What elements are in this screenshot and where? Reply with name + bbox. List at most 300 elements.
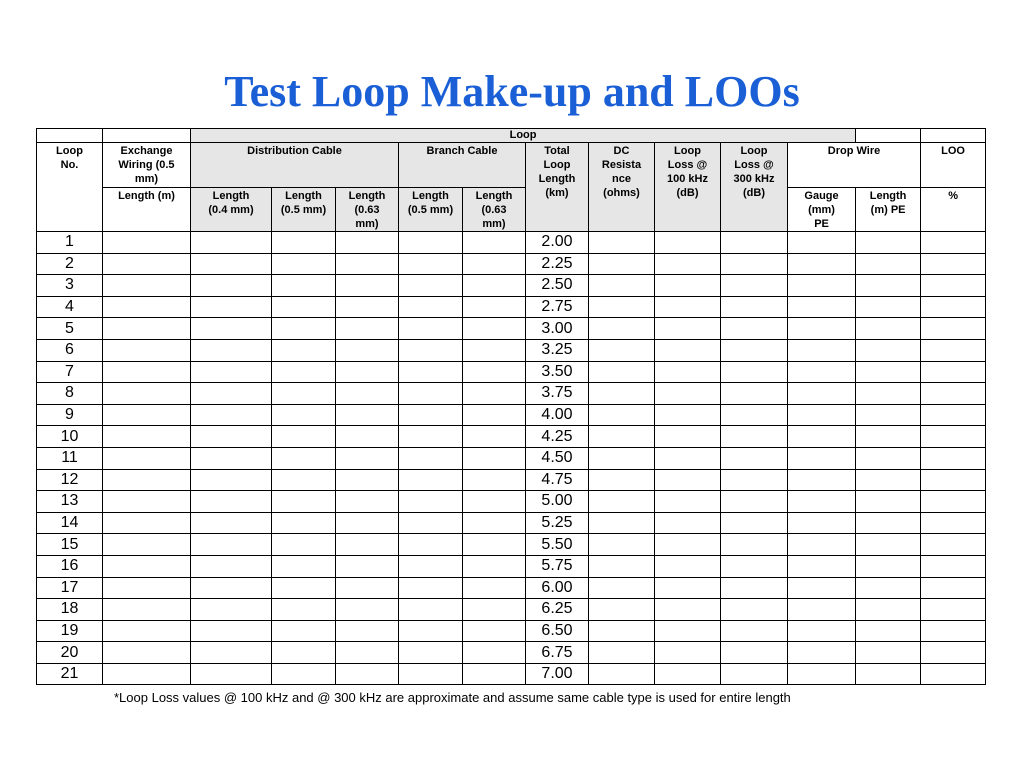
empty-cell bbox=[103, 296, 191, 318]
empty-cell bbox=[336, 469, 399, 491]
empty-cell bbox=[463, 620, 526, 642]
loop-no-cell: 16 bbox=[37, 555, 103, 577]
empty-cell bbox=[399, 491, 463, 513]
empty-cell bbox=[103, 642, 191, 664]
empty-cell bbox=[272, 663, 336, 685]
empty-cell bbox=[856, 339, 921, 361]
empty-cell bbox=[191, 663, 272, 685]
table-row bbox=[37, 663, 986, 685]
empty-cell bbox=[921, 275, 986, 297]
loop-no-cell: 1 bbox=[37, 232, 103, 254]
empty-cell bbox=[191, 339, 272, 361]
empty-cell bbox=[788, 577, 856, 599]
empty-cell bbox=[463, 275, 526, 297]
empty-cell bbox=[655, 512, 721, 534]
empty-cell bbox=[655, 339, 721, 361]
empty-cell bbox=[655, 620, 721, 642]
loop-no-cell: 15 bbox=[37, 534, 103, 556]
empty-cell bbox=[655, 642, 721, 664]
loop-no-cell: 3 bbox=[37, 275, 103, 297]
empty-cell bbox=[399, 404, 463, 426]
empty-cell bbox=[103, 253, 191, 275]
table-row bbox=[37, 620, 986, 642]
empty-cell bbox=[399, 383, 463, 405]
total-loop-length-cell: 6.50 bbox=[526, 620, 589, 642]
empty-cell bbox=[921, 232, 986, 254]
loop-no-cell: 5 bbox=[37, 318, 103, 340]
empty-cell bbox=[921, 383, 986, 405]
empty-cell bbox=[721, 253, 788, 275]
table-row bbox=[37, 232, 986, 254]
loop-no-cell: 13 bbox=[37, 491, 103, 513]
total-loop-length-cell: 4.75 bbox=[526, 469, 589, 491]
empty-cell bbox=[721, 361, 788, 383]
empty-cell bbox=[589, 253, 655, 275]
empty-cell bbox=[399, 642, 463, 664]
empty-cell bbox=[191, 404, 272, 426]
empty-cell bbox=[272, 318, 336, 340]
header-branch-length-05: Length (0.5 mm) bbox=[399, 188, 463, 232]
header-drop-length: Length (m) PE bbox=[856, 188, 921, 232]
empty-cell bbox=[655, 599, 721, 621]
empty-cell bbox=[921, 577, 986, 599]
empty-cell bbox=[463, 512, 526, 534]
empty-cell bbox=[463, 642, 526, 664]
empty-cell bbox=[463, 469, 526, 491]
empty-cell bbox=[655, 275, 721, 297]
empty-cell bbox=[655, 426, 721, 448]
empty-cell bbox=[399, 663, 463, 685]
header-total-loop-length: Total Loop Length (km) bbox=[526, 143, 589, 232]
empty-cell bbox=[463, 232, 526, 254]
empty-cell bbox=[336, 534, 399, 556]
empty-cell bbox=[463, 491, 526, 513]
empty-cell bbox=[272, 620, 336, 642]
header-blank-cell bbox=[103, 129, 191, 143]
empty-cell bbox=[856, 318, 921, 340]
empty-cell bbox=[721, 404, 788, 426]
empty-cell bbox=[272, 447, 336, 469]
empty-cell bbox=[856, 253, 921, 275]
empty-cell bbox=[399, 555, 463, 577]
empty-cell bbox=[463, 426, 526, 448]
empty-cell bbox=[921, 469, 986, 491]
loop-makeup-table bbox=[36, 128, 986, 685]
empty-cell bbox=[336, 404, 399, 426]
empty-cell bbox=[788, 404, 856, 426]
empty-cell bbox=[399, 232, 463, 254]
empty-cell bbox=[191, 318, 272, 340]
empty-cell bbox=[103, 404, 191, 426]
empty-cell bbox=[856, 512, 921, 534]
empty-cell bbox=[103, 491, 191, 513]
empty-cell bbox=[589, 577, 655, 599]
table-row bbox=[37, 253, 986, 275]
header-loss-300khz: Loop Loss @ 300 kHz (dB) bbox=[721, 143, 788, 232]
empty-cell bbox=[191, 620, 272, 642]
empty-cell bbox=[856, 426, 921, 448]
empty-cell bbox=[272, 555, 336, 577]
loop-no-cell: 6 bbox=[37, 339, 103, 361]
empty-cell bbox=[655, 447, 721, 469]
loop-no-cell: 9 bbox=[37, 404, 103, 426]
header-row-group bbox=[37, 129, 986, 143]
table-row bbox=[37, 296, 986, 318]
header-blank-cell bbox=[921, 129, 986, 143]
empty-cell bbox=[921, 404, 986, 426]
empty-cell bbox=[721, 555, 788, 577]
empty-cell bbox=[721, 339, 788, 361]
empty-cell bbox=[589, 296, 655, 318]
header-loss-100khz: Loop Loss @ 100 kHz (dB) bbox=[655, 143, 721, 232]
empty-cell bbox=[655, 318, 721, 340]
empty-cell bbox=[103, 599, 191, 621]
empty-cell bbox=[191, 253, 272, 275]
table-row bbox=[37, 339, 986, 361]
empty-cell bbox=[336, 620, 399, 642]
table-row bbox=[37, 383, 986, 405]
empty-cell bbox=[788, 447, 856, 469]
empty-cell bbox=[788, 426, 856, 448]
empty-cell bbox=[103, 469, 191, 491]
total-loop-length-cell: 6.25 bbox=[526, 599, 589, 621]
table-row bbox=[37, 404, 986, 426]
header-row-sub bbox=[37, 188, 986, 232]
empty-cell bbox=[336, 426, 399, 448]
empty-cell bbox=[856, 642, 921, 664]
header-loop-no: Loop No. bbox=[37, 143, 103, 232]
total-loop-length-cell: 7.00 bbox=[526, 663, 589, 685]
empty-cell bbox=[721, 296, 788, 318]
empty-cell bbox=[399, 447, 463, 469]
empty-cell bbox=[336, 599, 399, 621]
header-exchange-length: Length (m) bbox=[103, 188, 191, 232]
empty-cell bbox=[856, 232, 921, 254]
empty-cell bbox=[336, 491, 399, 513]
empty-cell bbox=[103, 534, 191, 556]
table-row bbox=[37, 491, 986, 513]
empty-cell bbox=[103, 339, 191, 361]
total-loop-length-cell: 6.00 bbox=[526, 577, 589, 599]
loop-no-cell: 4 bbox=[37, 296, 103, 318]
empty-cell bbox=[103, 577, 191, 599]
empty-cell bbox=[399, 534, 463, 556]
empty-cell bbox=[655, 296, 721, 318]
empty-cell bbox=[399, 275, 463, 297]
empty-cell bbox=[589, 491, 655, 513]
empty-cell bbox=[103, 620, 191, 642]
empty-cell bbox=[589, 555, 655, 577]
empty-cell bbox=[272, 232, 336, 254]
empty-cell bbox=[921, 318, 986, 340]
empty-cell bbox=[788, 642, 856, 664]
empty-cell bbox=[399, 361, 463, 383]
empty-cell bbox=[463, 447, 526, 469]
header-branch-cable: Branch Cable bbox=[399, 143, 526, 188]
loop-no-cell: 19 bbox=[37, 620, 103, 642]
empty-cell bbox=[589, 663, 655, 685]
empty-cell bbox=[191, 534, 272, 556]
empty-cell bbox=[272, 404, 336, 426]
empty-cell bbox=[399, 599, 463, 621]
empty-cell bbox=[191, 599, 272, 621]
empty-cell bbox=[721, 232, 788, 254]
empty-cell bbox=[788, 275, 856, 297]
empty-cell bbox=[336, 663, 399, 685]
empty-cell bbox=[856, 383, 921, 405]
empty-cell bbox=[103, 555, 191, 577]
loop-no-cell: 20 bbox=[37, 642, 103, 664]
empty-cell bbox=[721, 275, 788, 297]
empty-cell bbox=[463, 339, 526, 361]
empty-cell bbox=[655, 404, 721, 426]
empty-cell bbox=[788, 555, 856, 577]
empty-cell bbox=[191, 296, 272, 318]
empty-cell bbox=[399, 577, 463, 599]
table-row bbox=[37, 599, 986, 621]
empty-cell bbox=[103, 383, 191, 405]
empty-cell bbox=[721, 383, 788, 405]
total-loop-length-cell: 6.75 bbox=[526, 642, 589, 664]
empty-cell bbox=[272, 577, 336, 599]
header-blank-cell bbox=[856, 129, 921, 143]
header-dc-resistance: DC Resista nce (ohms) bbox=[589, 143, 655, 232]
empty-cell bbox=[788, 599, 856, 621]
empty-cell bbox=[336, 253, 399, 275]
table-row bbox=[37, 361, 986, 383]
empty-cell bbox=[856, 620, 921, 642]
empty-cell bbox=[856, 663, 921, 685]
empty-cell bbox=[788, 534, 856, 556]
empty-cell bbox=[788, 232, 856, 254]
empty-cell bbox=[589, 383, 655, 405]
header-loo: LOO bbox=[921, 143, 986, 188]
total-loop-length-cell: 3.50 bbox=[526, 361, 589, 383]
empty-cell bbox=[788, 663, 856, 685]
loop-no-cell: 12 bbox=[37, 469, 103, 491]
empty-cell bbox=[589, 339, 655, 361]
empty-cell bbox=[655, 663, 721, 685]
empty-cell bbox=[589, 318, 655, 340]
table-row bbox=[37, 469, 986, 491]
empty-cell bbox=[103, 232, 191, 254]
total-loop-length-cell: 3.00 bbox=[526, 318, 589, 340]
empty-cell bbox=[399, 339, 463, 361]
empty-cell bbox=[721, 642, 788, 664]
empty-cell bbox=[721, 318, 788, 340]
empty-cell bbox=[336, 275, 399, 297]
empty-cell bbox=[921, 599, 986, 621]
table-row bbox=[37, 642, 986, 664]
empty-cell bbox=[272, 426, 336, 448]
total-loop-length-cell: 2.25 bbox=[526, 253, 589, 275]
empty-cell bbox=[589, 275, 655, 297]
empty-cell bbox=[272, 275, 336, 297]
empty-cell bbox=[921, 361, 986, 383]
loop-no-cell: 8 bbox=[37, 383, 103, 405]
empty-cell bbox=[336, 577, 399, 599]
empty-cell bbox=[655, 555, 721, 577]
empty-cell bbox=[721, 577, 788, 599]
empty-cell bbox=[589, 599, 655, 621]
loop-no-cell: 11 bbox=[37, 447, 103, 469]
empty-cell bbox=[272, 339, 336, 361]
empty-cell bbox=[399, 426, 463, 448]
total-loop-length-cell: 4.25 bbox=[526, 426, 589, 448]
empty-cell bbox=[921, 447, 986, 469]
empty-cell bbox=[721, 599, 788, 621]
empty-cell bbox=[655, 491, 721, 513]
empty-cell bbox=[336, 339, 399, 361]
empty-cell bbox=[788, 339, 856, 361]
empty-cell bbox=[399, 318, 463, 340]
header-exchange-wiring: Exchange Wiring (0.5 mm) bbox=[103, 143, 191, 188]
empty-cell bbox=[856, 599, 921, 621]
empty-cell bbox=[721, 491, 788, 513]
empty-cell bbox=[921, 642, 986, 664]
empty-cell bbox=[191, 361, 272, 383]
empty-cell bbox=[336, 296, 399, 318]
header-drop-gauge: Gauge (mm) PE bbox=[788, 188, 856, 232]
total-loop-length-cell: 3.75 bbox=[526, 383, 589, 405]
empty-cell bbox=[336, 232, 399, 254]
empty-cell bbox=[721, 469, 788, 491]
total-loop-length-cell: 2.50 bbox=[526, 275, 589, 297]
empty-cell bbox=[463, 318, 526, 340]
empty-cell bbox=[336, 361, 399, 383]
empty-cell bbox=[191, 275, 272, 297]
empty-cell bbox=[191, 469, 272, 491]
empty-cell bbox=[721, 663, 788, 685]
footnote: *Loop Loss values @ 100 kHz and @ 300 kHz are approximate and assume same cable type is used for entire length bbox=[114, 690, 791, 705]
empty-cell bbox=[399, 469, 463, 491]
empty-cell bbox=[655, 577, 721, 599]
empty-cell bbox=[788, 383, 856, 405]
total-loop-length-cell: 2.00 bbox=[526, 232, 589, 254]
loop-no-cell: 10 bbox=[37, 426, 103, 448]
empty-cell bbox=[788, 361, 856, 383]
empty-cell bbox=[272, 469, 336, 491]
header-dist-length-05: Length (0.5 mm) bbox=[272, 188, 336, 232]
header-blank-cell bbox=[37, 129, 103, 143]
header-branch-length-063: Length (0.63 mm) bbox=[463, 188, 526, 232]
empty-cell bbox=[191, 512, 272, 534]
empty-cell bbox=[856, 469, 921, 491]
empty-cell bbox=[921, 555, 986, 577]
total-loop-length-cell: 3.25 bbox=[526, 339, 589, 361]
empty-cell bbox=[721, 534, 788, 556]
empty-cell bbox=[191, 383, 272, 405]
table-row bbox=[37, 534, 986, 556]
total-loop-length-cell: 5.75 bbox=[526, 555, 589, 577]
empty-cell bbox=[589, 426, 655, 448]
header-dist-length-04: Length (0.4 mm) bbox=[191, 188, 272, 232]
empty-cell bbox=[103, 361, 191, 383]
empty-cell bbox=[336, 642, 399, 664]
empty-cell bbox=[399, 620, 463, 642]
empty-cell bbox=[589, 534, 655, 556]
empty-cell bbox=[788, 620, 856, 642]
empty-cell bbox=[788, 296, 856, 318]
header-loo-unit: % bbox=[921, 188, 986, 232]
empty-cell bbox=[856, 275, 921, 297]
header-drop-wire: Drop Wire bbox=[788, 143, 921, 188]
empty-cell bbox=[589, 361, 655, 383]
header-dist-length-063: Length (0.63 mm) bbox=[336, 188, 399, 232]
table-row bbox=[37, 426, 986, 448]
empty-cell bbox=[655, 232, 721, 254]
empty-cell bbox=[399, 253, 463, 275]
empty-cell bbox=[721, 447, 788, 469]
empty-cell bbox=[191, 555, 272, 577]
empty-cell bbox=[272, 296, 336, 318]
empty-cell bbox=[788, 491, 856, 513]
empty-cell bbox=[272, 361, 336, 383]
empty-cell bbox=[589, 620, 655, 642]
empty-cell bbox=[103, 447, 191, 469]
empty-cell bbox=[856, 404, 921, 426]
empty-cell bbox=[788, 512, 856, 534]
loop-no-cell: 21 bbox=[37, 663, 103, 685]
empty-cell bbox=[272, 491, 336, 513]
header-loop-group: Loop bbox=[191, 129, 856, 143]
empty-cell bbox=[463, 296, 526, 318]
table-row bbox=[37, 318, 986, 340]
total-loop-length-cell: 5.00 bbox=[526, 491, 589, 513]
empty-cell bbox=[272, 599, 336, 621]
empty-cell bbox=[463, 663, 526, 685]
empty-cell bbox=[463, 253, 526, 275]
empty-cell bbox=[856, 491, 921, 513]
empty-cell bbox=[463, 534, 526, 556]
empty-cell bbox=[191, 232, 272, 254]
empty-cell bbox=[721, 512, 788, 534]
empty-cell bbox=[272, 642, 336, 664]
empty-cell bbox=[103, 663, 191, 685]
empty-cell bbox=[655, 469, 721, 491]
empty-cell bbox=[921, 620, 986, 642]
empty-cell bbox=[788, 318, 856, 340]
empty-cell bbox=[788, 253, 856, 275]
total-loop-length-cell: 2.75 bbox=[526, 296, 589, 318]
page-title: Test Loop Make-up and LOOs bbox=[224, 67, 800, 116]
empty-cell bbox=[856, 447, 921, 469]
loop-no-cell: 14 bbox=[37, 512, 103, 534]
table-row bbox=[37, 512, 986, 534]
empty-cell bbox=[921, 339, 986, 361]
empty-cell bbox=[336, 318, 399, 340]
table-row bbox=[37, 275, 986, 297]
empty-cell bbox=[336, 447, 399, 469]
empty-cell bbox=[589, 447, 655, 469]
empty-cell bbox=[336, 555, 399, 577]
empty-cell bbox=[921, 534, 986, 556]
empty-cell bbox=[721, 620, 788, 642]
empty-cell bbox=[463, 599, 526, 621]
empty-cell bbox=[272, 534, 336, 556]
empty-cell bbox=[463, 404, 526, 426]
table-row bbox=[37, 555, 986, 577]
empty-cell bbox=[921, 491, 986, 513]
empty-cell bbox=[921, 296, 986, 318]
total-loop-length-cell: 5.25 bbox=[526, 512, 589, 534]
empty-cell bbox=[103, 512, 191, 534]
empty-cell bbox=[788, 469, 856, 491]
empty-cell bbox=[589, 469, 655, 491]
empty-cell bbox=[191, 491, 272, 513]
empty-cell bbox=[655, 361, 721, 383]
empty-cell bbox=[655, 383, 721, 405]
